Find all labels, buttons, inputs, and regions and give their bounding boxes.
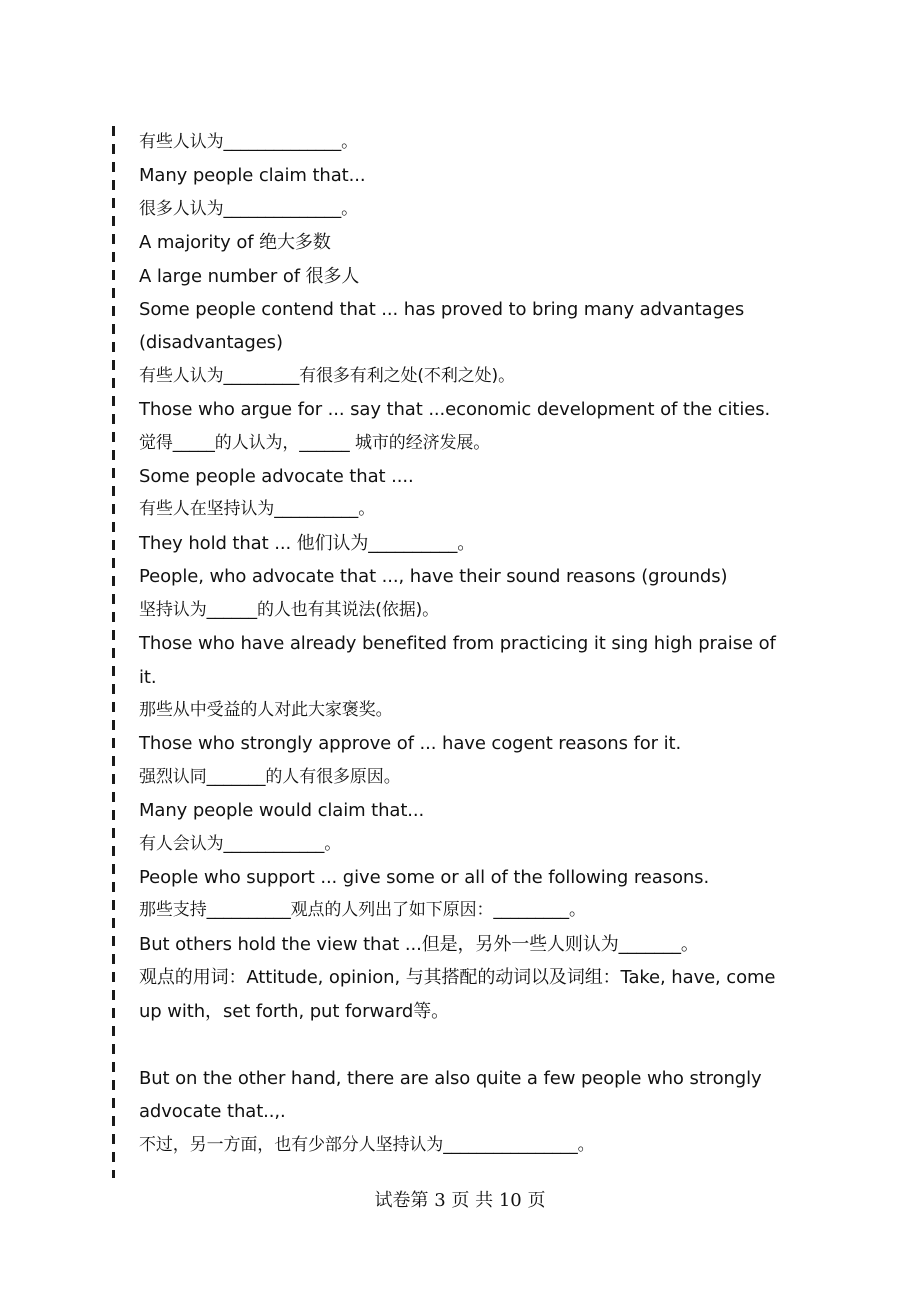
text-line: 有些人认为_________有很多有利之处(不利之处)。 <box>139 365 515 386</box>
binding-margin-dashed-line <box>112 126 115 1178</box>
text-line: 有些人认为______________。 <box>139 132 358 152</box>
paragraph-gap <box>139 1028 789 1062</box>
text-line: 觉得_____的人认为，______ 城市的经济发展。 <box>139 432 491 453</box>
text-line: Those who strongly approve of ... have cogent reasons for it. <box>139 733 682 755</box>
text-line: A large number of 很多人 <box>139 265 360 287</box>
text-line: Some people contend that ... has proved to bring many advantages (disadvantages) <box>139 299 745 354</box>
text-line: But others hold the view that ...但是，另外一些人则认为_______。 <box>139 933 699 955</box>
text-line: They hold that ... 他们认为__________。 <box>139 532 476 554</box>
text-line: 很多人认为______________。 <box>139 198 358 219</box>
text-line: 观点的用词：Attitude, opinion, 与其搭配的动词以及词组：Take, have, come up with，set forth, put forward等。 <box>139 967 776 1022</box>
text-line: Those who have already benefited from practicing it sing high praise of it. <box>139 633 776 688</box>
text-line: 那些支持__________观点的人列出了如下原因：_________。 <box>139 900 586 921</box>
text-line: 坚持认为______的人也有其说法(依据)。 <box>139 599 440 620</box>
text-line: 有人会认为____________。 <box>139 833 342 854</box>
text-line: 强烈认同_______的人有很多原因。 <box>139 766 401 787</box>
text-line: Many people would claim that... <box>139 800 425 822</box>
page-footer: 试卷第 3 页 共 10 页 <box>374 1190 546 1211</box>
text-line: But on the other hand, there are also quite a few people who strongly advocate that..,. <box>139 1067 762 1123</box>
text-line: 不过，另一方面，也有少部分人坚持认为________________。 <box>139 1134 595 1155</box>
text-line: Some people advocate that .... <box>139 466 414 488</box>
text-line: People who support ... give some or all of the following reasons. <box>139 866 710 888</box>
text-line: 有些人在坚持认为__________。 <box>139 499 376 520</box>
document-body <box>139 126 789 1162</box>
text-line: A majority of 绝大多数 <box>139 232 331 254</box>
text-line: 那些从中受益的人对此大家褒奖。 <box>139 699 393 720</box>
text-line: Many people claim that... <box>139 165 366 187</box>
text-line: Those who argue for ... say that ...economic development of the cities. <box>139 399 771 421</box>
text-line: People, who advocate that ..., have their sound reasons (grounds) <box>139 566 728 588</box>
